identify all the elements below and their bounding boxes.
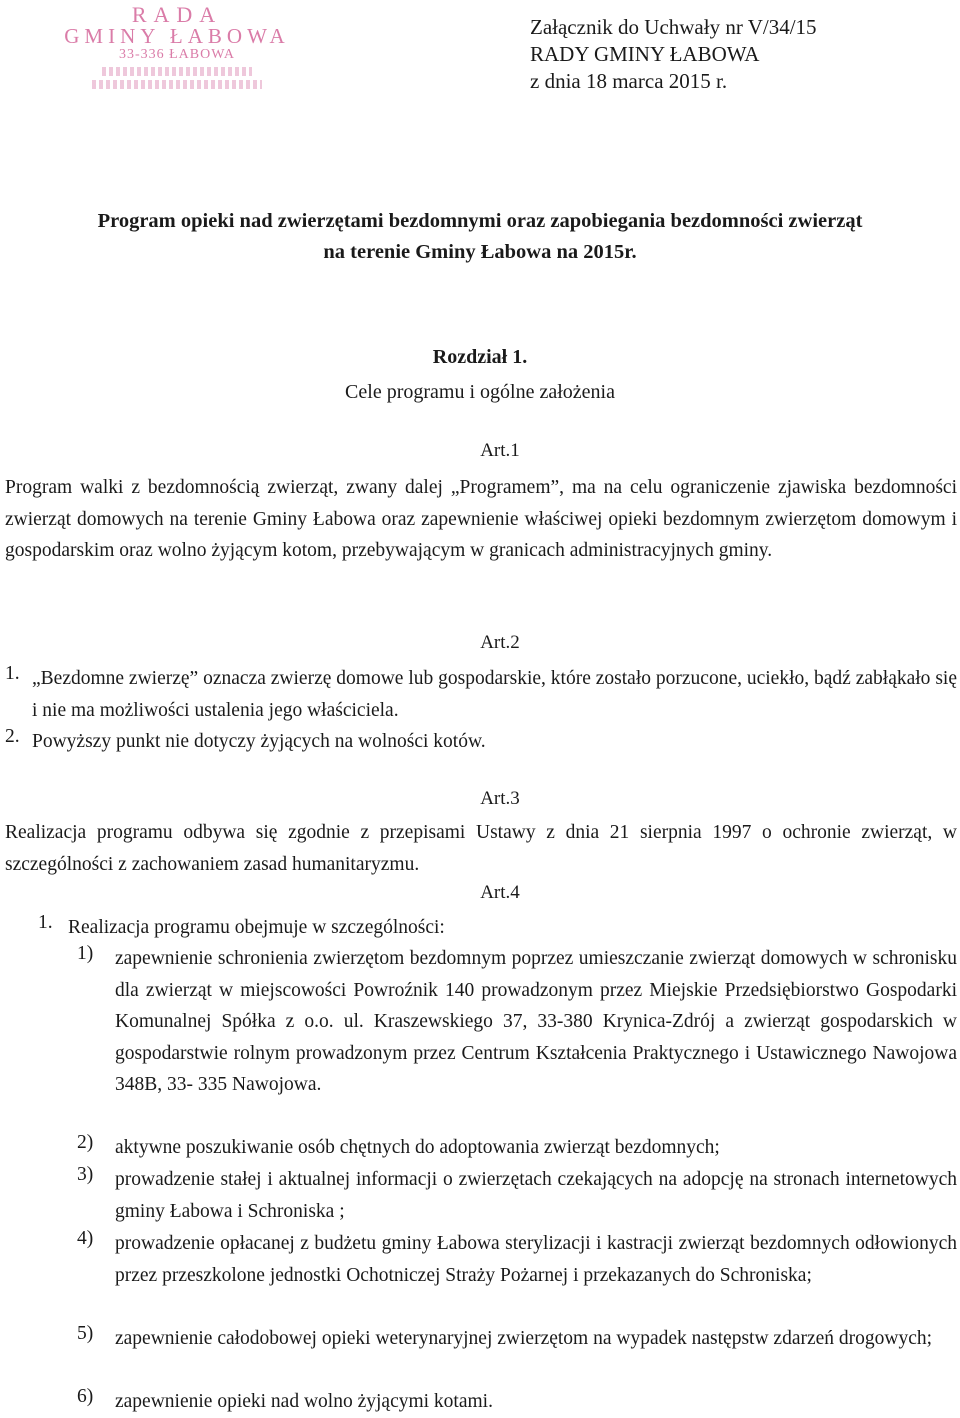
attachment-header: [530, 14, 817, 95]
stamp-faded-line: [102, 67, 252, 76]
article-4-item-5: zapewnienie całodobowej opieki weterynaryjnej zwierzętom na wypadek następstw zdarzeń drogowych;: [115, 1328, 933, 1349]
article-4-item-4-number: 4): [77, 1228, 94, 1249]
title-line-2: na terenie Gminy Łabowa na 2015r.: [323, 241, 637, 263]
article-4-item-2-number: 2): [77, 1132, 94, 1153]
document-title: [0, 206, 960, 268]
stamp-line-1: RADA: [131, 2, 223, 27]
article-4-item-1: zapewnienie schronienia zwierzętom bezdomnym poprzez umieszczanie zwierząt domowych w schronisku dla zwierząt w miejscowości Powroźnik 140 prowadzonym przez Miejskie Przedsiębiorstwo Gospodarki Komunalnej Spółka z o.o. ul. Kraszewskiego 37, 33-380 Krynica-Zdrój a zwierząt gospodarskich w gospodarstwie rolnym prowadzonym przez Centrum Kształcenia Praktycznego i Ustawicznego Nawojowa 348B, 33- 335 Nawojowa.: [115, 948, 957, 1095]
article-2-item-2: Powyższy punkt nie dotyczy żyjących na wolności kotów.: [32, 731, 486, 752]
article-1-text: Program walki z bezdomnością zwierząt, zwany dalej „Programem”, ma na celu ograniczenie zjawiska bezdomności zwierząt domowych na terenie Gminy Łabowa oraz zapewnienie właściwej opieki bezdomnym zwierzętom domowym i gospodarskim oraz wolno żyjącym kotom, przebywającym w granicach administracyjnych gminy.: [5, 477, 957, 561]
article-4-item-1-number: 1): [77, 943, 94, 964]
article-4-item-5-number: 5): [77, 1323, 94, 1344]
header-line-3: z dnia 18 marca 2015 r.: [530, 69, 728, 93]
title-line-1: Program opieki nad zwierzętami bezdomnymi oraz zapobiegania bezdomności zwierząt: [97, 210, 863, 232]
article-4-item-6-number: 6): [77, 1386, 94, 1407]
council-stamp: [52, 4, 302, 89]
header-line-1: Załącznik do Uchwały nr V/34/15: [530, 15, 817, 39]
article-2-item-1-number: 1.: [5, 663, 20, 684]
article-4-item-3-number: 3): [77, 1164, 94, 1185]
article-4-item-3: prowadzenie stałej i aktualnej informacji o zwierzętach czekających na adopcję na stronach internetowych gminy Łabowa i Schroniska ;: [115, 1169, 957, 1222]
article-4-intro-number: 1.: [38, 912, 53, 933]
article-2-item-1: „Bezdomne zwierzę” oznacza zwierzę domowe lub gospodarskie, które zostało porzucone, uciekło, bądź zabłąkało się i nie ma możliwości ustalenia jego właściciela.: [32, 668, 957, 721]
article-4-heading: Art.4: [480, 882, 520, 903]
article-4-intro: Realizacja programu obejmuje w szczególności:: [68, 917, 445, 938]
article-3-heading: Art.3: [480, 788, 520, 809]
article-4-item-4: prowadzenie opłacanej z budżetu gminy Łabowa sterylizacji i kastracji zwierząt bezdomnych odłowionych przez przeszkolone jednostki Ochotniczej Straży Pożarnej i przekazanych do Schroniska;: [115, 1233, 957, 1286]
article-4-item-6: zapewnienie opieki nad wolno żyjącymi kotami.: [115, 1391, 493, 1412]
header-line-2: RADY GMINY ŁABOWA: [530, 42, 760, 66]
chapter-label: Rozdział 1.: [432, 346, 528, 368]
article-4-item-2: aktywne poszukiwanie osób chętnych do adoptowania zwierząt bezdomnych;: [115, 1137, 720, 1158]
article-2-item-2-number: 2.: [5, 726, 20, 747]
stamp-line-2: GMINY ŁABOWA: [64, 24, 290, 48]
article-3-text: Realizacja programu odbywa się zgodnie z przepisami Ustawy z dnia 21 sierpnia 1997 o ochronie zwierząt, w szczególności z zachowaniem zasad humanitaryzmu.: [5, 822, 957, 875]
stamp-line-3: 33-336 ŁABOWA: [118, 47, 236, 62]
article-2-heading: Art.2: [480, 632, 520, 653]
stamp-faded-line: [92, 80, 262, 89]
chapter-name: Cele programu i ogólne założenia: [345, 381, 615, 403]
article-1-heading: Art.1: [480, 440, 520, 461]
